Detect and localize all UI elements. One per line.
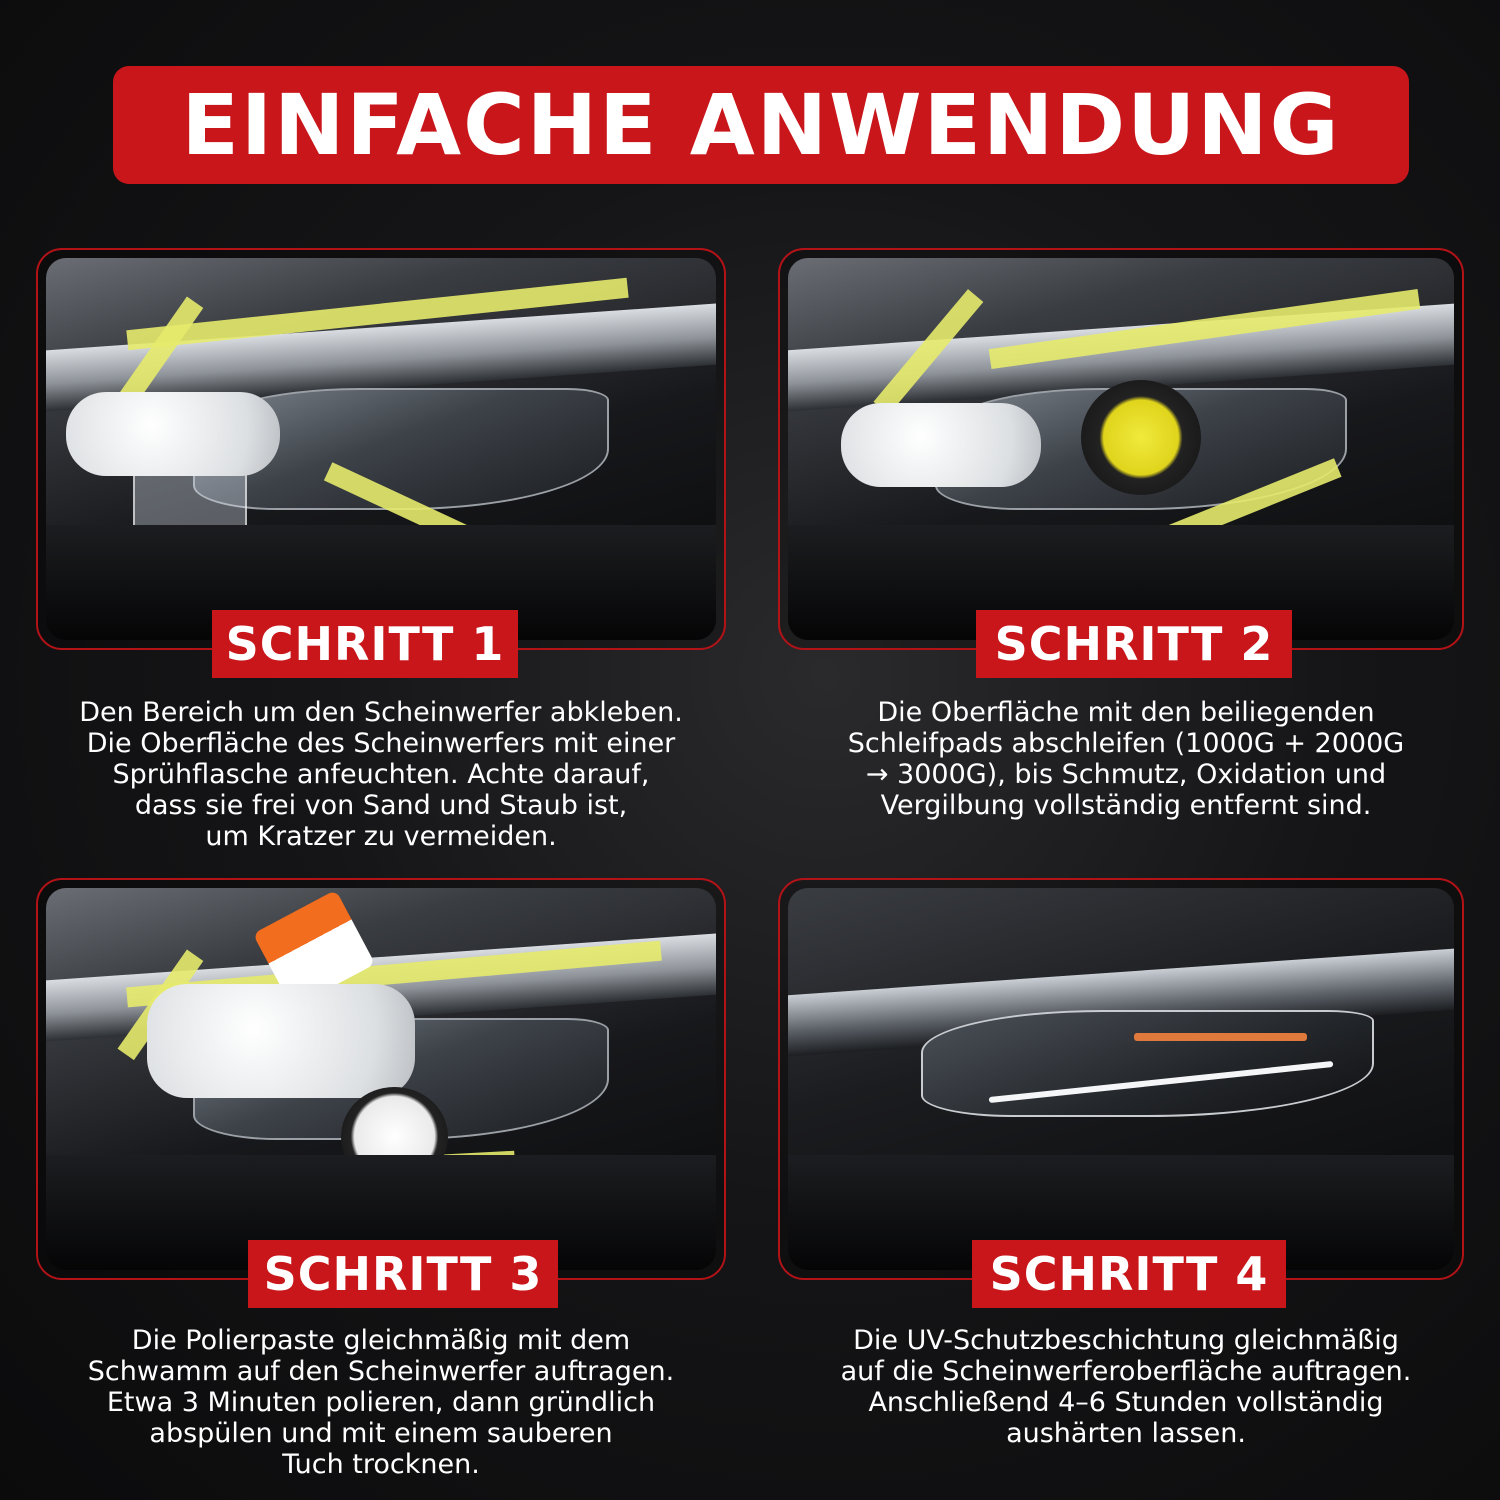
step-4-label: SCHRITT 4	[972, 1240, 1286, 1308]
step-4-description: Die UV-Schutzbeschichtung gleichmäßig auf die Scheinwerferoberfläche auftragen. Anschließend 4–6 Stunden vollständig aushärten lassen.	[840, 1325, 1412, 1449]
step-2-panel	[778, 248, 1464, 650]
step-3-description: Die Polierpaste gleichmäßig mit dem Schwamm auf den Scheinwerfer auftragen. Etwa 3 Minuten polieren, dann gründlich abspülen und mit einem sauberen Tuch trocknen.	[87, 1325, 675, 1480]
step-3-panel	[36, 878, 726, 1280]
step-4-panel	[778, 878, 1464, 1280]
step-2-photo	[788, 258, 1454, 640]
step-3-label: SCHRITT 3	[248, 1240, 558, 1308]
page-title: EINFACHE ANWENDUNG	[181, 76, 1341, 174]
step-1-description: Den Bereich um den Scheinwerfer abkleben. Die Oberfläche des Scheinwerfers mit einer Sprühflasche anfeuchten. Achte darauf, dass sie frei von Sand und Staub ist, um Kratzer zu vermeiden.	[79, 697, 683, 852]
step-2-label: SCHRITT 2	[976, 610, 1292, 678]
step-1-photo	[46, 258, 716, 640]
step-2-description: Die Oberfläche mit den beiliegenden Schleifpads abschleifen (1000G + 2000G → 3000G), bis Schmutz, Oxidation und Vergilbung vollständig entfernt sind.	[847, 697, 1405, 821]
step-1-label: SCHRITT 1	[212, 610, 518, 678]
step-4-photo	[788, 888, 1454, 1270]
step-1-panel	[36, 248, 726, 650]
title-banner	[113, 66, 1409, 184]
step-3-photo	[46, 888, 716, 1270]
